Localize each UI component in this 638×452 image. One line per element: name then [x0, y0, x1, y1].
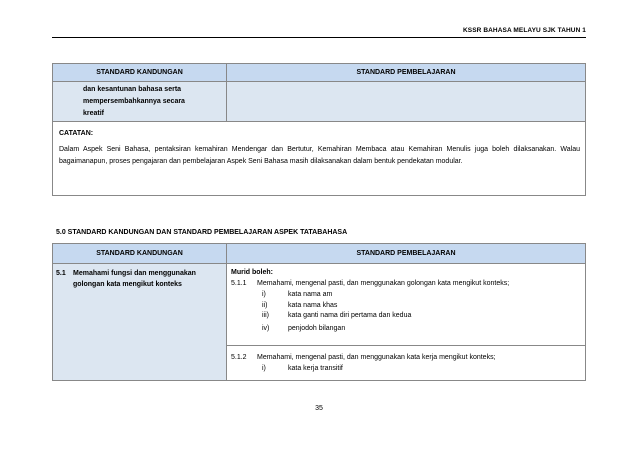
- section-title: 5.0 STANDARD KANDUNGAN DAN STANDARD PEMBELAJARAN ASPEK TATABAHASA: [56, 229, 348, 236]
- roman-numeral: iii): [262, 312, 269, 319]
- content-line: dan kesantunan bahasa serta: [83, 86, 182, 93]
- content-line: kreatif: [83, 110, 105, 117]
- sp-number: 5.1.2: [231, 354, 247, 361]
- standard-pembelajaran-5-1-1: [227, 264, 586, 346]
- document-header: KSSR BAHASA MELAYU SJK TAHUN 1: [462, 27, 586, 34]
- header-divider: [52, 37, 586, 38]
- col-header-standard-kandungan: STANDARD KANDUNGAN: [53, 64, 227, 82]
- col-header-standard-pembelajaran: STANDARD PEMBELAJARAN: [227, 64, 586, 82]
- sp-text: Memahami, mengenal pasti, dan menggunakan golongan kata mengikut konteks;: [257, 280, 510, 287]
- sub-item: [231, 310, 581, 321]
- roman-numeral: i): [262, 291, 266, 298]
- murid-boleh-label: Murid boleh:: [231, 269, 273, 276]
- tatabahasa-standards-table: [52, 243, 586, 381]
- roman-numeral: ii): [262, 301, 268, 309]
- standard-pembelajaran-cell: [227, 82, 586, 122]
- standards-table-continued: [52, 63, 586, 196]
- sub-item-text: kata nama am: [288, 291, 333, 298]
- sub-item: [231, 323, 581, 334]
- notes-cell: [53, 122, 586, 196]
- col-header-standard-kandungan: STANDARD KANDUNGAN: [53, 244, 227, 264]
- sub-item: [231, 289, 581, 300]
- sp-number: 5.1.1: [231, 280, 247, 287]
- sub-item: [231, 363, 581, 374]
- sub-item: [231, 300, 581, 311]
- sp-text: Memahami, mengenal pasti, dan menggunakan kata kerja mengikut konteks;: [257, 354, 496, 361]
- sub-item-text: kata nama khas: [288, 301, 338, 309]
- sub-item-text: penjodoh bilangan: [288, 324, 346, 332]
- notes-title: CATATAN:: [59, 130, 94, 137]
- col-header-standard-pembelajaran: STANDARD PEMBELAJARAN: [227, 244, 586, 264]
- page-number: 35: [315, 405, 323, 412]
- sub-item-text: kata kerja transitif: [288, 365, 343, 372]
- roman-numeral: iv): [262, 324, 270, 332]
- standard-pembelajaran-5-1-2: [227, 346, 586, 381]
- sub-item-text: kata ganti nama diri pertama dan kedua: [288, 312, 412, 319]
- standard-kandungan-cell: [53, 82, 227, 122]
- content-line: mempersembahkannya secara: [83, 98, 185, 105]
- notes-text: Dalam Aspek Seni Bahasa, pentaksiran kemahiran Mendengar dan Bertutur, Kemahiran Membaca atau Kemahiran Menulis juga boleh dilaksanakan. Walau bagaimanapun, proses pengajaran dan pembelajaran Aspek Seni Bahasa masih dilaksanakan dalam bentuk pendekatan modular.: [59, 146, 580, 165]
- standard-kandungan-5-1: [53, 264, 227, 381]
- sk-number: 5.1: [56, 270, 66, 277]
- sp-item: [231, 352, 581, 363]
- sk-line: Memahami fungsi dan menggunakan: [73, 270, 196, 277]
- sp-item: [231, 278, 581, 289]
- sk-line: golongan kata mengikut konteks: [73, 281, 182, 288]
- roman-numeral: i): [262, 365, 266, 372]
